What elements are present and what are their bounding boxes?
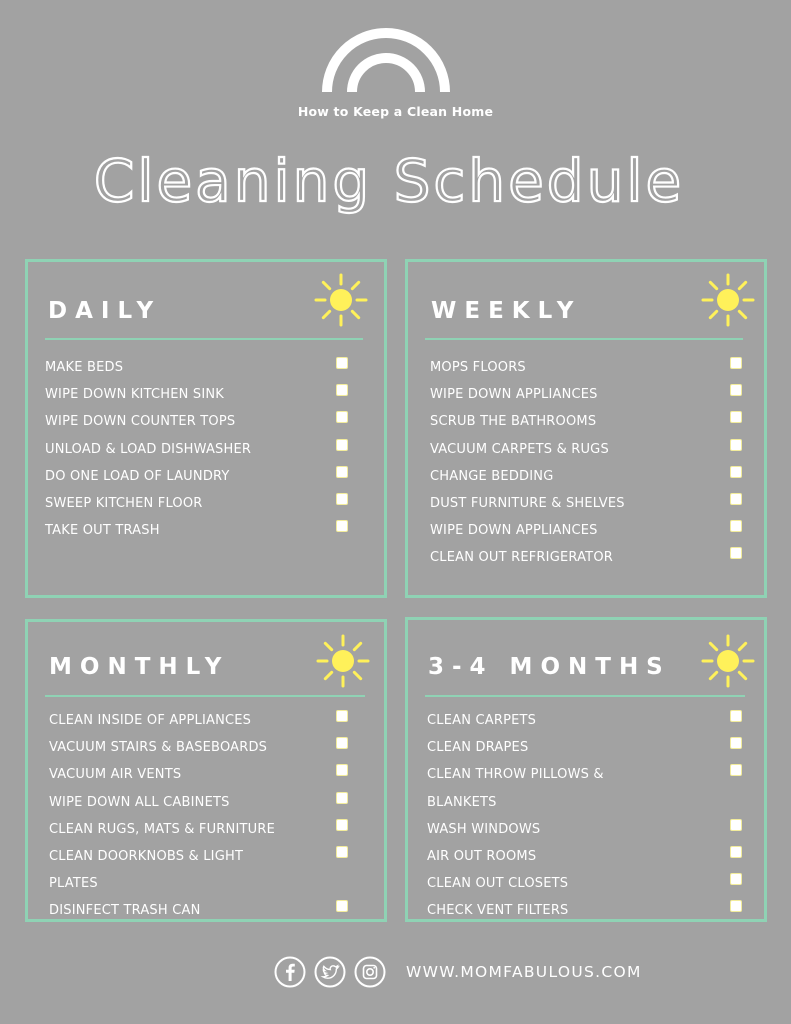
panel-divider <box>45 338 363 340</box>
task-checkbox[interactable] <box>730 900 742 912</box>
panel-quarterly <box>405 617 767 922</box>
page-title-text: Cleaning Schedule <box>93 147 685 215</box>
task-checkbox[interactable] <box>336 900 348 912</box>
task-checkbox[interactable] <box>336 846 348 858</box>
panel-title: DAILY <box>48 298 162 324</box>
task-checkbox[interactable] <box>730 737 742 749</box>
page-subtitle: How to Keep a Clean Home <box>297 104 494 119</box>
task-checkbox[interactable] <box>336 764 348 776</box>
panel-title: WEEKLY <box>431 298 582 324</box>
task-label: CLEAN DOORKNOBS & LIGHT <box>49 849 244 864</box>
sun-icon <box>311 270 371 330</box>
task-checkbox[interactable] <box>730 819 742 831</box>
sun-icon <box>313 631 373 691</box>
task-checkbox[interactable] <box>336 384 348 396</box>
task-label: AIR OUT ROOMS <box>427 849 537 864</box>
task-checkbox[interactable] <box>730 411 742 423</box>
rainbow-logo-icon <box>319 26 453 96</box>
task-label: SCRUB THE BATHROOMS <box>430 414 597 430</box>
task-checkbox[interactable] <box>730 764 742 776</box>
panel-daily <box>25 259 387 598</box>
task-label: WIPE DOWN COUNTER TOPS <box>45 414 236 430</box>
task-checkbox[interactable] <box>730 384 742 396</box>
task-checkbox[interactable] <box>730 493 742 505</box>
task-label: VACUUM AIR VENTS <box>49 767 182 783</box>
task-checkbox[interactable] <box>336 466 348 478</box>
task-label: CLEAN THROW PILLOWS & <box>427 767 604 783</box>
facebook-icon[interactable] <box>274 956 306 988</box>
panel-divider <box>425 695 745 697</box>
task-label-continuation: BLANKETS <box>427 794 497 810</box>
task-checkbox[interactable] <box>730 466 742 478</box>
task-label: UNLOAD & LOAD DISHWASHER <box>45 441 252 457</box>
task-label: WIPE DOWN KITCHEN SINK <box>45 387 225 403</box>
task-checkbox[interactable] <box>336 357 348 369</box>
panel-divider <box>45 695 365 697</box>
twitter-icon[interactable] <box>314 956 346 988</box>
task-label: MOPS FLOORS <box>430 360 526 375</box>
task-checkbox[interactable] <box>730 873 742 885</box>
task-label: WIPE DOWN ALL CABINETS <box>49 794 230 810</box>
task-label: VACUUM STAIRS & BASEBOARDS <box>49 740 268 756</box>
task-checkbox[interactable] <box>336 493 348 505</box>
panel-divider <box>425 338 743 340</box>
panel-monthly <box>25 619 387 922</box>
task-checkbox[interactable] <box>336 737 348 749</box>
task-label: VACUUM CARPETS & RUGS <box>430 441 609 457</box>
task-checkbox[interactable] <box>336 520 348 532</box>
task-checkbox[interactable] <box>730 520 742 532</box>
task-checkbox[interactable] <box>730 547 742 559</box>
task-label: WIPE DOWN APPLIANCES <box>430 523 598 539</box>
sun-icon <box>698 631 758 691</box>
task-label: CHANGE BEDDING <box>430 468 554 484</box>
task-label: MAKE BEDS <box>45 360 124 375</box>
task-label: CLEAN CARPETS <box>427 713 537 728</box>
panel-title: 3-4 MONTHS <box>428 654 671 680</box>
task-checkbox[interactable] <box>336 792 348 804</box>
task-checkbox[interactable] <box>730 846 742 858</box>
task-checkbox[interactable] <box>336 439 348 451</box>
task-label: CLEAN DRAPES <box>427 740 529 756</box>
task-checkbox[interactable] <box>730 439 742 451</box>
task-label: WASH WINDOWS <box>427 821 541 837</box>
task-checkbox[interactable] <box>336 710 348 722</box>
task-checkbox[interactable] <box>730 710 742 722</box>
panel-title: MONTHLY <box>49 654 230 680</box>
page-title <box>0 140 791 230</box>
task-label: CLEAN OUT REFRIGERATOR <box>430 550 613 566</box>
task-label-continuation: PLATES <box>49 876 98 892</box>
task-label: DISINFECT TRASH CAN <box>49 903 201 919</box>
task-checkbox[interactable] <box>336 411 348 423</box>
task-label: TAKE OUT TRASH <box>45 523 160 539</box>
task-checkbox[interactable] <box>336 819 348 831</box>
website-link[interactable]: WWW.MOMFABULOUS.COM <box>406 963 642 981</box>
task-label: CHECK VENT FILTERS <box>427 903 569 919</box>
task-label: CLEAN RUGS, MATS & FURNITURE <box>49 821 276 837</box>
sun-icon <box>698 270 758 330</box>
task-checkbox[interactable] <box>730 357 742 369</box>
task-label: DO ONE LOAD OF LAUNDRY <box>45 468 230 484</box>
panel-weekly <box>405 259 767 598</box>
task-label: SWEEP KITCHEN FLOOR <box>45 496 203 511</box>
task-label: CLEAN OUT CLOSETS <box>427 876 569 892</box>
task-label: DUST FURNITURE & SHELVES <box>430 496 625 511</box>
instagram-icon[interactable] <box>354 956 386 988</box>
task-label: WIPE DOWN APPLIANCES <box>430 387 598 403</box>
task-label: CLEAN INSIDE OF APPLIANCES <box>49 713 252 728</box>
